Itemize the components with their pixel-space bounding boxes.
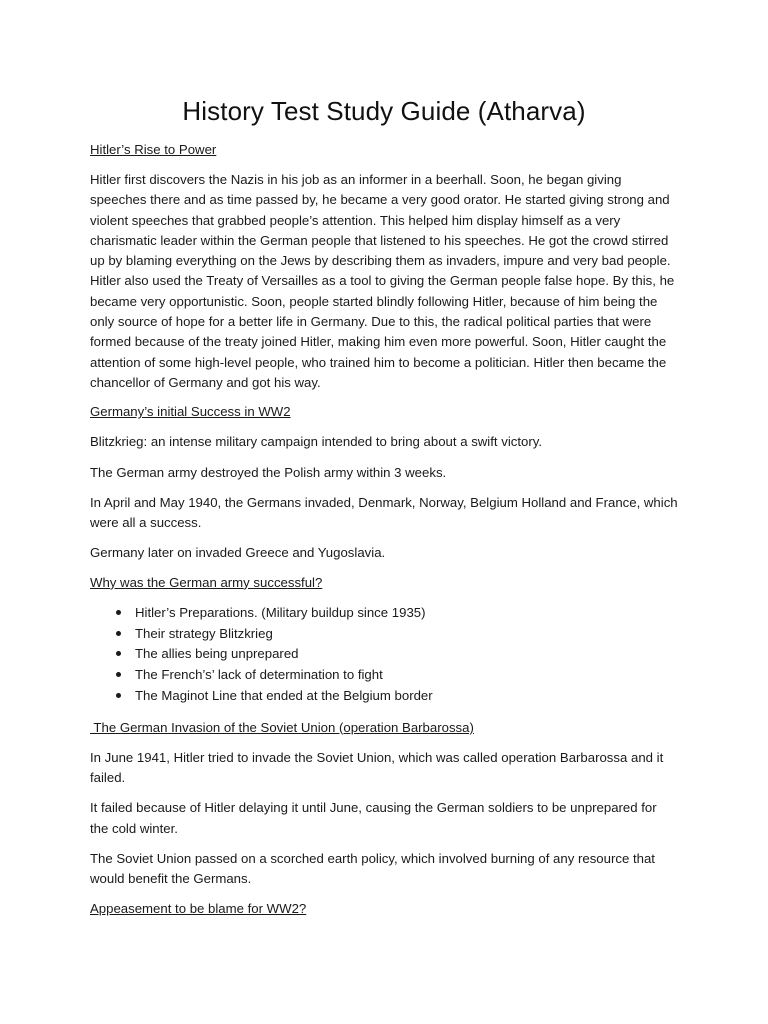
bullet-list [90, 603, 678, 707]
section-heading-appeasement: Appeasement to be blame for WW2? [90, 900, 307, 916]
document-title: History Test Study Guide (Atharva) [182, 96, 586, 126]
bullet-dot-icon [116, 651, 121, 656]
paragraph: It failed because of Hitler delaying it until June, causing the German soldiers to be unprepared for the cold winter. [90, 800, 657, 836]
paragraph: The Soviet Union passed on a scorched earth policy, which involved burning of any resource that would benefit the Germans. [90, 850, 655, 887]
section-heading-barbarossa: The German Invasion of the Soviet Union (operation Barbarossa) [90, 719, 474, 735]
paragraph: Hitler first discovers the Nazis in his job as an informer in a beerhall. Soon, he began giving speeches there and as time passed by, he became a very good orator. He started giving strong and violent speeches that grabbed people’s attention. This helped him display himself as a very charismatic leader within the German people that listened to his speeches. He got the crowd stirred up by blaming everything on the Jews by describing them as invaders, impure and very bad people. Hitler also used the Treaty of Versailles as a tool to giving the German people false hope. By this, he became very opportunistic. Soon, people started blindly following Hitler, because of him being the only source of hope for a better life in Germany. Due to this, the radical political parties that were formed because of the treaty joined Hitler, making him even more powerful. Soon, Hitler caught the attention of some high-level people, who trained him to become a politician. Hitler then became the chancellor of Germany and got his way. [90, 172, 675, 390]
bullet-dot-icon [116, 693, 121, 698]
bullet-dot-icon [116, 672, 121, 677]
section-heading-initial-success: Germany’s initial Success in WW2 [90, 404, 291, 420]
list-item-text: Hitler’s Preparations. (Military buildup since 1935) [135, 604, 426, 620]
list-item [116, 686, 678, 707]
paragraph: Germany later on invaded Greece and Yugoslavia. [90, 545, 386, 561]
list-item [116, 644, 678, 665]
section-heading-rise-to-power: Hitler’s Rise to Power [90, 142, 217, 157]
list-item [116, 624, 678, 645]
paragraph: The German army destroyed the Polish army within 3 weeks. [90, 464, 447, 480]
list-item [116, 665, 678, 686]
bullet-dot-icon [116, 631, 121, 636]
paragraph: Blitzkrieg: an intense military campaign intended to bring about a swift victory. [90, 434, 543, 450]
list-item-text: The allies being unprepared [135, 646, 299, 662]
paragraph: In June 1941, Hitler tried to invade the Soviet Union, which was called operation Barbarossa and it failed. [90, 749, 664, 786]
bullet-dot-icon [116, 610, 121, 615]
section-heading-why-successful: Why was the German army successful? [90, 574, 323, 590]
list-item-text: The French’s’ lack of determination to fight [135, 667, 383, 683]
list-item [116, 603, 678, 624]
list-item-text: The Maginot Line that ended at the Belgium border [135, 687, 433, 703]
list-item-text: Their strategy Blitzkrieg [135, 625, 273, 641]
paragraph: In April and May 1940, the Germans invaded, Denmark, Norway, Belgium Holland and France, which were all a success. [90, 494, 678, 531]
